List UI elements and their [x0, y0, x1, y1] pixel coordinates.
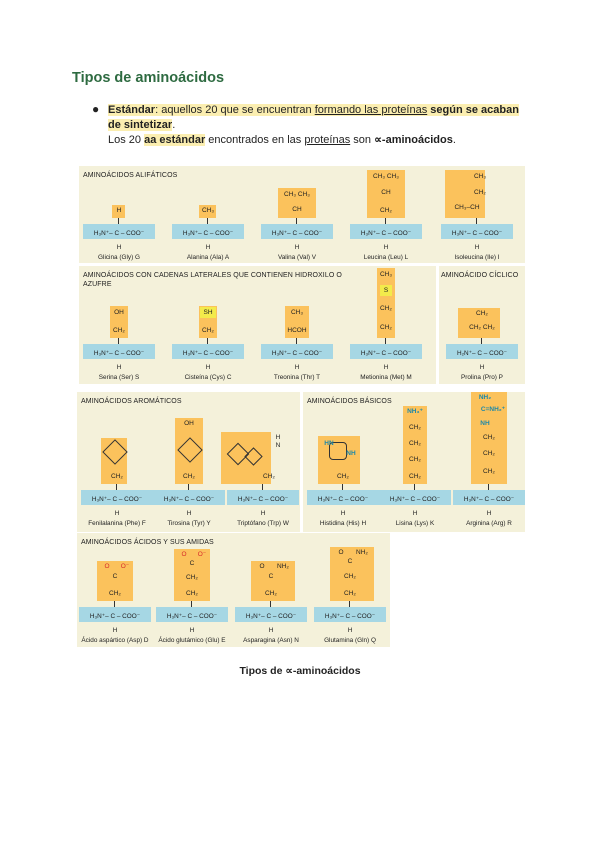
alpha-hydrogen: H [260, 510, 266, 517]
side-chain-group: NH₂ [277, 563, 289, 570]
backbone-formula: H₃N⁺– C – COO⁻ [324, 613, 376, 620]
alpha-hydrogen: H [186, 510, 192, 517]
aa-serine [83, 300, 155, 380]
bullet-dot-icon: ● [92, 102, 100, 116]
backbone-formula: H₃N⁺– C – COO⁻ [463, 496, 515, 503]
backbone-formula: H₃N⁺– C – COO⁻ [163, 496, 215, 503]
backbone-formula: H₃N⁺– C – COO⁻ [245, 613, 297, 620]
side-chain-group: CH₂ [483, 450, 495, 457]
side-chain-group: NH₂ [356, 549, 368, 556]
panel-title: AMINOÁCIDOS ÁCIDOS Y SUS AMIDAS [81, 539, 214, 546]
side-chain-group: CH₂ [344, 590, 356, 597]
backbone-formula: H₃N⁺– C – COO⁻ [451, 230, 503, 237]
line2-text-2: encontrados en las [205, 134, 305, 146]
aa-valine [261, 180, 333, 260]
side-chain-group: CH₂ [186, 574, 198, 581]
side-chain-group: NH₃⁺ [407, 408, 423, 415]
aa-tryptophan [227, 434, 299, 527]
aa-glutamic-acid [156, 551, 228, 644]
aa-name: Serina (Ser) S [98, 374, 140, 381]
panel-title: AMINOÁCIDOS AROMÁTICOS [81, 398, 182, 405]
side-chain-group: CH₃–CH [454, 204, 480, 211]
backbone-formula: H₃N⁺– C – COO⁻ [237, 496, 289, 503]
bold-aa-standard: aa estándar [144, 134, 206, 146]
alpha-hydrogen: H [340, 510, 346, 517]
aa-name: Ácido aspártico (Asp) D [81, 637, 149, 644]
line2-period: . [452, 134, 456, 146]
side-chain-group: O⁻ [120, 563, 130, 570]
term-standard: Estándar [108, 104, 156, 116]
definition-text: aquellos 20 que se encuentran [158, 104, 315, 116]
side-chain-group: CH₃ [379, 271, 393, 278]
side-chain-group: CH₂ [263, 473, 275, 480]
backbone-formula: H₂N⁺– C – COO⁻ [456, 350, 508, 357]
aa-threonine [261, 300, 333, 380]
panel-hydroxyl-sulfur [79, 266, 436, 384]
panel-title: AMINOÁCIDOS ALIFÁTICOS [83, 172, 178, 179]
side-chain-group: CH₂ [409, 456, 421, 463]
alpha-hydrogen: H [116, 364, 122, 371]
aa-name: Tirosina (Tyr) Y [167, 520, 211, 527]
backbone-formula: H₃N⁺– C – COO⁻ [93, 230, 145, 237]
side-chain-group: H [275, 434, 281, 441]
side-chain-group: CH₂ [265, 590, 277, 597]
alpha-hydrogen: H [116, 244, 122, 251]
side-chain-group: CH₂ [202, 327, 214, 334]
panel-cyclic [439, 266, 525, 384]
aa-name: Asparagina (Asn) N [243, 637, 299, 644]
aa-proline [446, 300, 518, 380]
alpha-hydrogen: H [189, 627, 195, 634]
panel-acidic [77, 533, 390, 647]
side-chain-group: CH₂ [109, 590, 121, 597]
alpha-hydrogen: H [474, 244, 480, 251]
backbone-formula: H₃N⁺– C – COO⁻ [93, 350, 145, 357]
alpha-hydrogen: H [205, 364, 211, 371]
side-chain-group: CH₃ [290, 309, 304, 316]
bold-alpha-aminoacids: ∝-aminoácidos [374, 134, 453, 146]
side-chain-group: CH₃ CH₃ [373, 173, 399, 180]
alpha-hydrogen: H [205, 244, 211, 251]
aa-histidine [307, 440, 379, 527]
side-chain-group: CH₃ [201, 207, 215, 214]
aa-name: Glicina (Gly) G [98, 254, 140, 261]
side-chain-group: CH₂ [483, 468, 495, 475]
backbone-formula: H₃N⁺– C – COO⁻ [360, 230, 412, 237]
aa-name: Prolina (Pro) P [461, 374, 503, 381]
side-chain-group: CH₂ [113, 327, 125, 334]
aa-tyrosine [153, 420, 225, 527]
side-chain-group: C [347, 558, 353, 565]
aa-name: Cisteína (Cys) C [184, 374, 232, 381]
highlighted-definition [108, 104, 519, 131]
bullet-list [92, 103, 532, 148]
side-chain-group: CH₂ [111, 473, 123, 480]
alpha-hydrogen: H [479, 364, 485, 371]
alpha-hydrogen: H [383, 364, 389, 371]
aa-name: Fenilalanina (Phe) F [88, 520, 146, 527]
bullet-item-standard [92, 103, 532, 148]
panel-aromatic [77, 392, 300, 532]
aa-name: Triptófano (Trp) W [237, 520, 289, 527]
panel-title: AMINOÁCIDOS BÁSICOS [307, 398, 392, 405]
backbone-formula: H₃N⁺– C – COO⁻ [182, 350, 234, 357]
aa-name: Metionina (Met) M [360, 374, 412, 381]
period: . [172, 119, 176, 131]
aa-aspartic-acid [79, 563, 151, 643]
backbone-formula: H₃N⁺– C – COO⁻ [89, 613, 141, 620]
aa-alanine [172, 180, 244, 260]
backbone-formula: H₃N⁺– C – COO⁻ [360, 350, 412, 357]
side-chain-group: OH [114, 309, 124, 316]
side-chain-group: SH [203, 309, 213, 316]
panel-basic [303, 392, 525, 532]
side-chain-group: CH₂ [380, 324, 392, 331]
side-chain-group: C [189, 560, 195, 567]
section-heading: Tipos de aminoácidos [72, 70, 225, 86]
aa-leucine [350, 173, 422, 261]
side-chain-group: H [116, 207, 122, 214]
figure-caption: Tipos de ∝-aminoácidos [239, 665, 361, 677]
side-chain-group: C=NH₂⁺ [480, 406, 506, 413]
side-chain-group: O [259, 563, 265, 570]
panel-title: AMINOÁCIDOS CON CADENAS LATERALES QUE CONTIENEN HIDROXILO O AZUFRE [83, 272, 342, 288]
side-chain-group: NH₂ [478, 394, 492, 401]
aa-name: Leucina (Leu) L [363, 254, 409, 261]
side-chain-group: NH [480, 420, 490, 427]
side-chain-group: CH₂ [476, 310, 488, 317]
aa-name: Arginina (Arg) R [466, 520, 512, 527]
aa-name: Isoleucina (Ile) I [454, 254, 500, 261]
aa-cysteine [172, 300, 244, 380]
side-chain-group: CH₂ [409, 424, 421, 431]
aa-asparagine [235, 563, 307, 643]
side-chain-group: HN [324, 440, 334, 447]
aa-name: Lisina (Lys) K [395, 520, 435, 527]
alpha-hydrogen: H [114, 510, 120, 517]
side-chain-group: C [112, 573, 118, 580]
aa-glutamine [314, 549, 386, 644]
side-chain-group: C [268, 573, 274, 580]
side-chain-group: CH₂ [409, 473, 421, 480]
alpha-hydrogen: H [412, 510, 418, 517]
side-chain-group: CH₂ [183, 473, 195, 480]
aa-name: Treonina (Thr) T [273, 374, 321, 381]
aa-name: Alanina (Ala) A [186, 254, 230, 261]
side-chain-group: CH [381, 189, 391, 196]
side-chain-group: CH₂ [380, 305, 392, 312]
backbone-formula: H₃N⁺– C – COO⁻ [166, 613, 218, 620]
alpha-hydrogen: H [112, 627, 118, 634]
alpha-hydrogen: H [347, 627, 353, 634]
backbone-formula: H₃N⁺– C – COO⁻ [182, 230, 234, 237]
side-chain-group: HCOH [287, 327, 307, 334]
side-chain-group: CH₂ [380, 207, 392, 214]
side-chain-group: CH₃ [473, 173, 487, 180]
backbone-formula: H₃N⁺– C – COO⁻ [91, 496, 143, 503]
side-chain-group: O [338, 549, 344, 556]
alpha-hydrogen: H [294, 364, 300, 371]
line2-text-3: son [350, 134, 375, 146]
alpha-hydrogen: H [486, 510, 492, 517]
side-chain-group: NH [346, 450, 356, 457]
aa-phenylalanine [81, 446, 153, 526]
backbone-formula: H₃N⁺– C – COO⁻ [271, 350, 323, 357]
underlined-proteins: proteínas [304, 134, 351, 146]
side-chain-group: CH₂ CH₂ [469, 324, 495, 331]
alpha-hydrogen: H [294, 244, 300, 251]
line2-text: Los 20 [108, 134, 145, 146]
aa-arginine [453, 394, 525, 527]
panel-title: AMINOÁCIDO CÍCLICO [441, 272, 519, 279]
aa-name: Histidina (His) H [319, 520, 367, 527]
backbone-formula: H₃N⁺– C – COO⁻ [389, 496, 441, 503]
side-chain-group: CH₃ CH₃ [284, 191, 310, 198]
side-chain-group: CH₂ [344, 573, 356, 580]
side-chain-group: O⁻ [197, 551, 207, 558]
aa-methionine [350, 271, 422, 381]
aa-name: Glutamina (Gln) Q [324, 637, 376, 644]
aa-glycine [83, 180, 155, 260]
side-chain-group: CH₂ [409, 440, 421, 447]
aa-isoleucine [441, 173, 513, 261]
bold-phrase: según se acaban de sintetizar [108, 104, 519, 131]
aa-lysine [379, 408, 451, 527]
side-chain-group: O [104, 563, 110, 570]
aa-name: Valina (Val) V [277, 254, 317, 261]
term-colon: : [155, 104, 159, 116]
aa-name: Ácido glutámico (Glu) E [158, 637, 226, 644]
side-chain-group: CH₂ [186, 590, 198, 597]
side-chain-group: CH₂ [337, 473, 349, 480]
side-chain-group: CH₂ [474, 189, 486, 196]
side-chain-group: S [383, 287, 389, 294]
backbone-formula: H₃N⁺– C – COO⁻ [317, 496, 369, 503]
underlined-phrase: formando las proteínas [314, 104, 428, 116]
side-chain-group: CH₂ [483, 434, 495, 441]
side-chain-group: OH [184, 420, 194, 427]
side-chain-group: CH [292, 206, 302, 213]
side-chain-group: N [275, 442, 281, 449]
alpha-hydrogen: H [383, 244, 389, 251]
backbone-formula: H₃N⁺– C – COO⁻ [271, 230, 323, 237]
side-chain-group: O [181, 551, 187, 558]
panel-aliphatic [79, 166, 525, 263]
alpha-hydrogen: H [268, 627, 274, 634]
